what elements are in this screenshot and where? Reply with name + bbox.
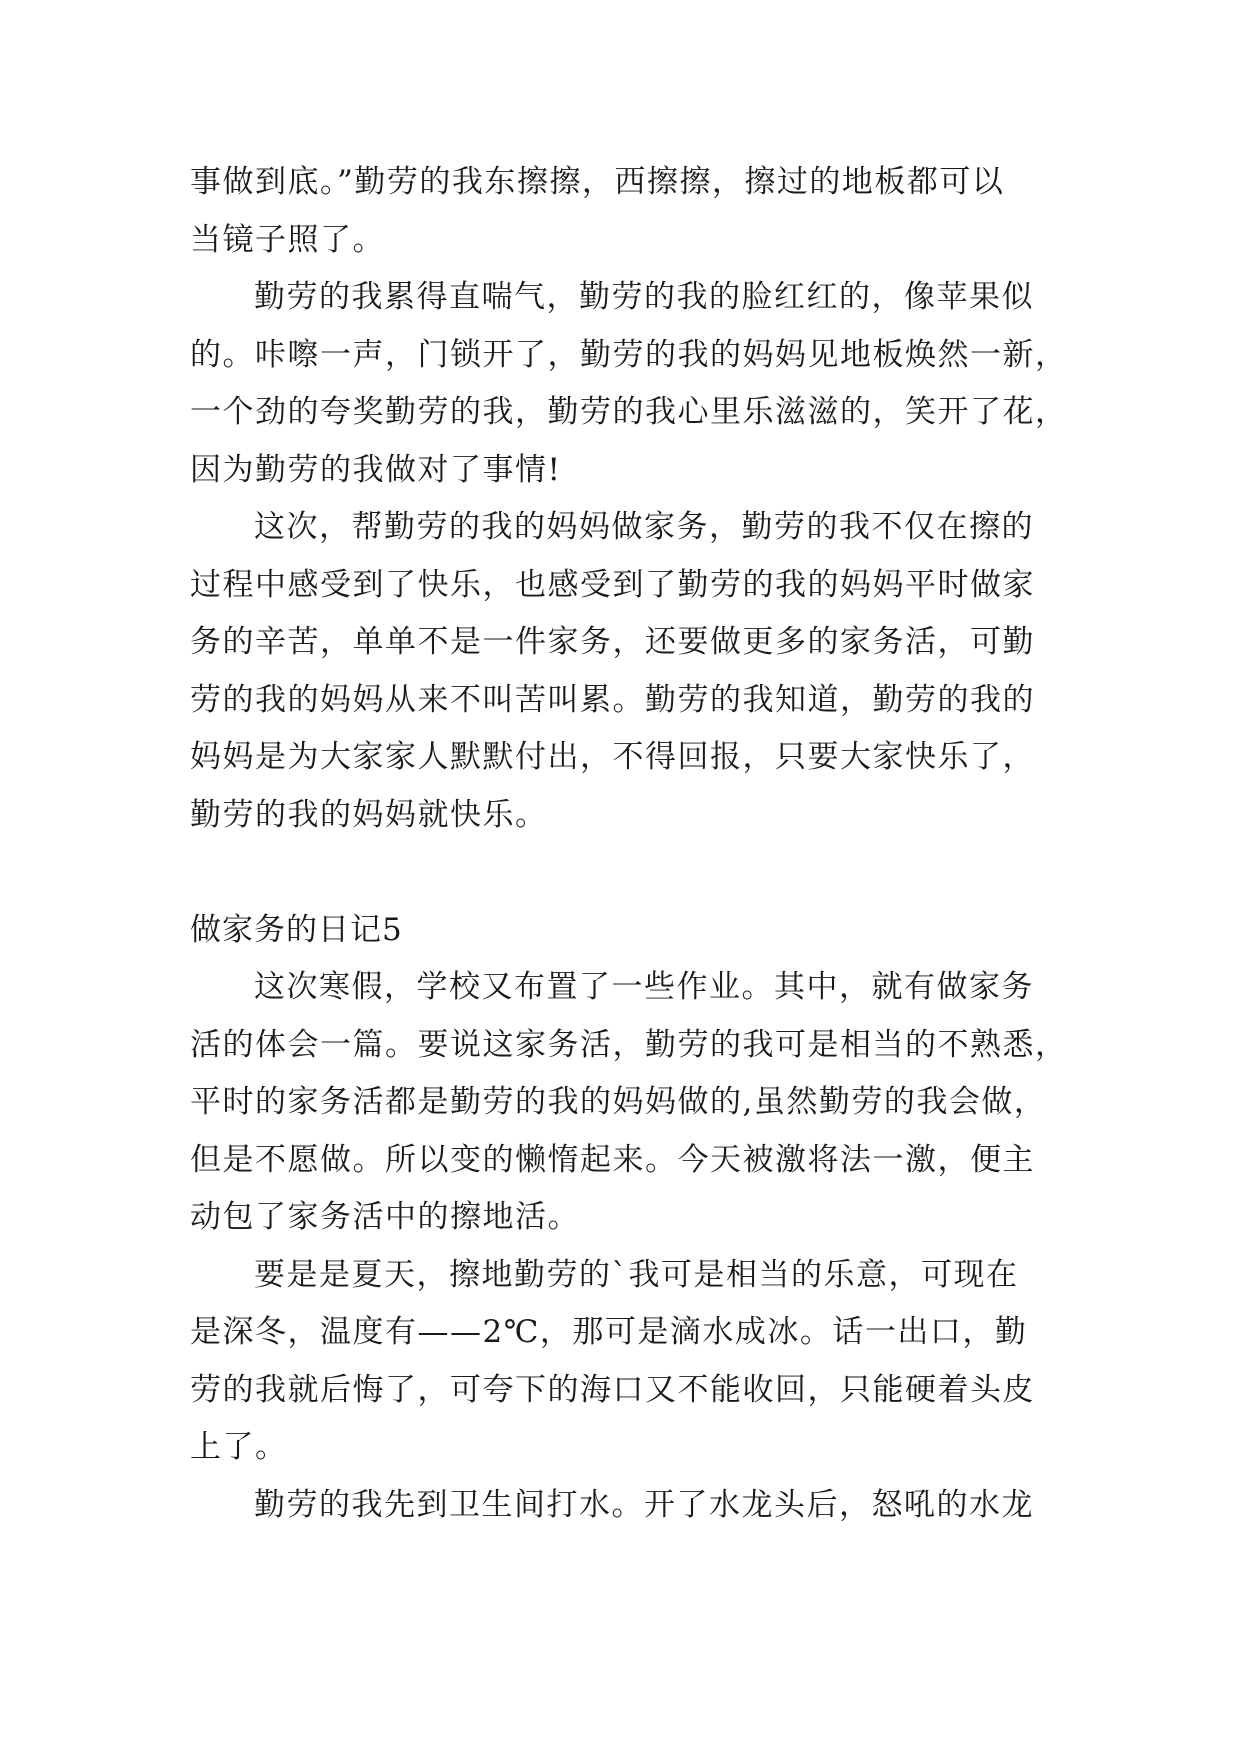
text-line: 但是不愿做。所以变的懒惰起来。今天被激将法一激，便主 xyxy=(190,1141,1035,1178)
text-line: 妈妈是为大家家人默默付出，不得回报，只要大家快乐了， xyxy=(190,739,1035,775)
paragraph-start-line: 这次寒假，学校又布置了一些作业。其中，就有做家务 xyxy=(254,969,1034,1005)
text-line: 当镜子照了。 xyxy=(190,221,385,258)
text-line: 过程中感受到了快乐，也感受到了勤劳的我的妈妈平时做家 xyxy=(190,566,1035,603)
text-line: 活的体会一篇。要说这家务活，勤劳的我可是相当的不熟悉， xyxy=(190,1026,1068,1063)
text-line: 因为勤劳的我做对了事情! xyxy=(190,451,562,488)
text-line: 事做到底。”勤劳的我东擦擦，西擦擦，擦过的地板都可以 xyxy=(190,164,1005,200)
section-gap xyxy=(190,844,1070,902)
text-line: 的。咔嚓一声，门锁开了，勤劳的我的妈妈见地板焕然一新， xyxy=(190,336,1068,373)
text-line: 务的辛苦，单单不是一件家务，还要做更多的家务活，可勤 xyxy=(190,624,1035,660)
text-line: 平时的家务活都是勤劳的我的妈妈做的,虽然勤劳的我会做， xyxy=(190,1084,1047,1120)
document-body xyxy=(190,154,1070,1534)
text-line: 勤劳的我的妈妈就快乐。 xyxy=(190,796,548,833)
paragraph-start-line: 勤劳的我先到卫生间打水。开了水龙头后，怒吼的水龙 xyxy=(254,1486,1034,1523)
text-line: 一个劲的夸奖勤劳的我，勤劳的我心里乐滋滋的，笑开了花， xyxy=(190,394,1068,430)
text-line: 上了。 xyxy=(190,1429,288,1465)
text-line: 劳的我就后悔了，可夸下的海口又不能收回，只能硬着头皮 xyxy=(190,1371,1035,1408)
section-heading: 做家务的日记5 xyxy=(190,911,403,948)
text-line: 动包了家务活中的擦地活。 xyxy=(190,1199,580,1235)
paragraph-start-line: 勤劳的我累得直喘气，勤劳的我的脸红红的，像苹果似 xyxy=(254,279,1034,315)
paragraph-start-line: 这次，帮勤劳的我的妈妈做家务，勤劳的我不仅在擦的 xyxy=(254,509,1034,545)
text-line: 是深冬，温度有——2℃，那可是滴水成冰。话一出口，勤 xyxy=(190,1314,1028,1350)
text-line: 劳的我的妈妈从来不叫苦叫累。勤劳的我知道，勤劳的我的 xyxy=(190,681,1035,718)
paragraph-start-line: 要是是夏天，擦地勤劳的`我可是相当的乐意，可现在 xyxy=(254,1256,1019,1293)
